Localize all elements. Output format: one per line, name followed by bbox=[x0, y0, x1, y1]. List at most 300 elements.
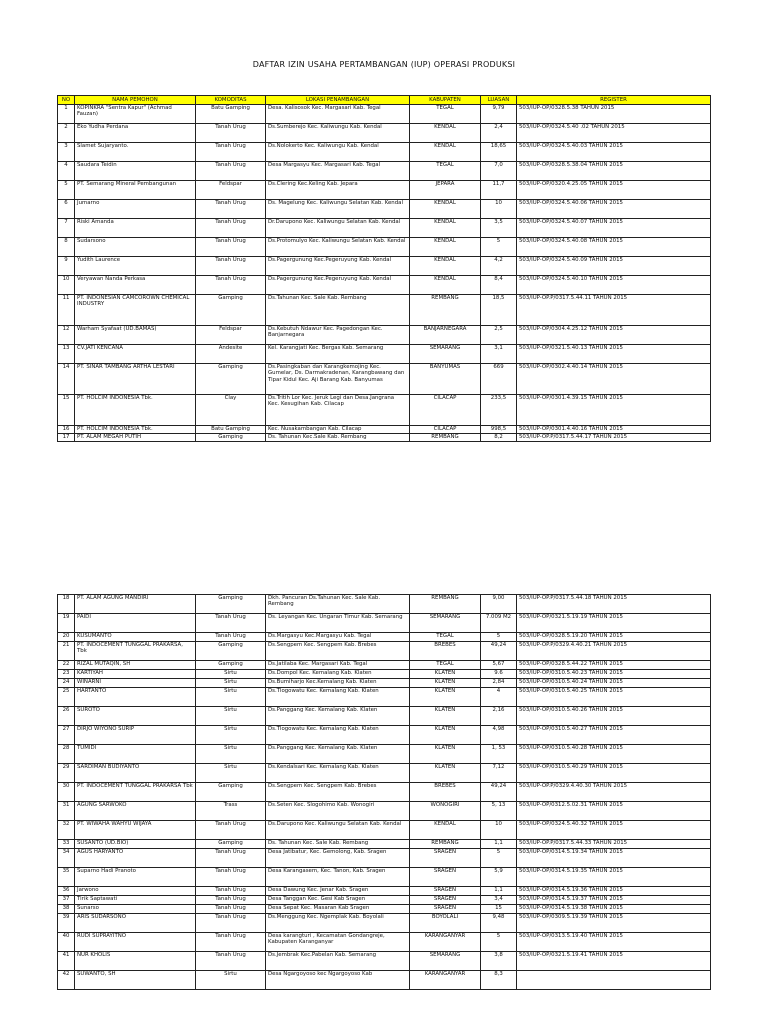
cell-nama: PT. INDOCEMENT TUNGGAL PRAKARSA Tbk bbox=[75, 783, 196, 802]
table-row bbox=[58, 783, 711, 802]
table-row bbox=[58, 276, 711, 295]
cell-komoditas: Tanah Urug bbox=[196, 276, 266, 295]
table-row bbox=[58, 661, 711, 670]
cell-komoditas: Gamping bbox=[196, 434, 266, 442]
cell-luasan: 4,2 bbox=[481, 257, 517, 276]
cell-register: 503/IUP-OP/0324.5.40.10 TAHUN 2015 bbox=[517, 276, 711, 295]
cell-lokasi: Dr.Darupono Kec. Kaliwungu Selatan Kab. Kendal bbox=[266, 219, 410, 238]
cell-lokasi: Ds. Magelung Kec. Kaliwungu Selatan Kab. Kendal bbox=[266, 200, 410, 219]
cell-register: 503/IUP-OP.P/0329.4.40.30 TAHUN 2015 bbox=[517, 783, 711, 802]
cell-komoditas: Gamping bbox=[196, 661, 266, 670]
cell-kabupaten: KENDAL bbox=[410, 238, 481, 257]
cell-kabupaten: KLATEN bbox=[410, 670, 481, 679]
cell-lokasi: Ds.Jembrak Kec.Pabelan Kab. Semarang bbox=[266, 952, 410, 971]
cell-komoditas: Tanah Urug bbox=[196, 238, 266, 257]
cell-no: 19 bbox=[58, 614, 75, 633]
cell-komoditas: Sirtu bbox=[196, 707, 266, 726]
cell-luasan: 669 bbox=[481, 364, 517, 395]
cell-luasan: 1,1 bbox=[481, 840, 517, 849]
cell-lokasi: Ds.Clering Kec.Keling Kab. Jepara bbox=[266, 181, 410, 200]
cell-no: 29 bbox=[58, 764, 75, 783]
permit-table-2 bbox=[57, 594, 711, 990]
cell-luasan: 2,5 bbox=[481, 326, 517, 345]
table-row bbox=[58, 238, 711, 257]
cell-kabupaten: KENDAL bbox=[410, 276, 481, 295]
cell-nama: Jumarno bbox=[75, 200, 196, 219]
cell-register: 503/IUP-OP/0320.4.25.05 TAHUN 2015 bbox=[517, 181, 711, 200]
column-header: REGISTER bbox=[517, 96, 711, 105]
cell-register: 503/IUP-OP/0314.5.19.37 TAHUN 2015 bbox=[517, 896, 711, 905]
cell-nama: Jarwono bbox=[75, 887, 196, 896]
cell-lokasi: Ds. Leyangan Kec. Ungaran Timur Kab. Semarang bbox=[266, 614, 410, 633]
cell-no: 12 bbox=[58, 326, 75, 345]
cell-luasan: 9.6 bbox=[481, 670, 517, 679]
cell-luasan: 9,79 bbox=[481, 105, 517, 124]
cell-register: 503/IUP-OP.P/0317.5.44.18 TAHUN 2015 bbox=[517, 595, 711, 614]
table-row bbox=[58, 887, 711, 896]
cell-no: 25 bbox=[58, 688, 75, 707]
cell-no: 20 bbox=[58, 633, 75, 642]
cell-luasan: 3,1 bbox=[481, 345, 517, 364]
cell-no: 28 bbox=[58, 745, 75, 764]
cell-nama: AGUNG SARWOKO bbox=[75, 802, 196, 821]
table-row bbox=[58, 745, 711, 764]
cell-lokasi: Desa Tanggan Kec. Gesi Kab Sragen bbox=[266, 896, 410, 905]
table-row bbox=[58, 345, 711, 364]
cell-no: 21 bbox=[58, 642, 75, 661]
cell-lokasi: Desa. Kalisosok Kec. Margasari Kab. Tegal bbox=[266, 105, 410, 124]
cell-no: 33 bbox=[58, 840, 75, 849]
cell-komoditas: Sirtu bbox=[196, 764, 266, 783]
cell-nama: Suparno Hadi Pranoto bbox=[75, 868, 196, 887]
cell-komoditas: Tanah Urug bbox=[196, 849, 266, 868]
cell-luasan: 3,4 bbox=[481, 896, 517, 905]
cell-register: 503/IUP-OP/0321.5.19.19 TAHUN 2015 bbox=[517, 614, 711, 633]
table-row bbox=[58, 295, 711, 326]
cell-lokasi: Desa Ngargoyoso kec Ngargoyoso Kab bbox=[266, 971, 410, 990]
cell-kabupaten: KENDAL bbox=[410, 143, 481, 162]
cell-register: 503/IUP-OP/0321.5.19.41 TAHUN 2015 bbox=[517, 952, 711, 971]
cell-komoditas: Tanah Urug bbox=[196, 162, 266, 181]
cell-register: 503/IUP-OP/0304.4.25.12 TAHUN 2015 bbox=[517, 326, 711, 345]
cell-kabupaten: SRAGEN bbox=[410, 887, 481, 896]
cell-luasan: 15 bbox=[481, 905, 517, 914]
cell-no: 36 bbox=[58, 887, 75, 896]
column-header: NAMA PEMOHON bbox=[75, 96, 196, 105]
cell-nama: HARTANTO bbox=[75, 688, 196, 707]
table-row bbox=[58, 364, 711, 395]
cell-lokasi: Ds.Tritih Lor Kec. Jeruk Legi dan Desa.Jangrana Kec. Kesugihan Kab. Cilacap bbox=[266, 395, 410, 426]
cell-kabupaten: SEMARANG bbox=[410, 345, 481, 364]
table-row bbox=[58, 162, 711, 181]
cell-register: 503/IUP-OP/0324.5.40.07 TAHUN 2015 bbox=[517, 219, 711, 238]
cell-kabupaten: KARANGANYAR bbox=[410, 933, 481, 952]
cell-kabupaten: REMBANG bbox=[410, 595, 481, 614]
table-row bbox=[58, 124, 711, 143]
cell-nama: SUROTO bbox=[75, 707, 196, 726]
cell-komoditas: Tanah Urug bbox=[196, 905, 266, 914]
table-row bbox=[58, 688, 711, 707]
cell-no: 34 bbox=[58, 849, 75, 868]
cell-register: 503/IUP-OP/0309.5.19.39 TAHUN 2015 bbox=[517, 914, 711, 933]
cell-register: 503/IUP-OP/0324.5.40.06 TAHUN 2015 bbox=[517, 200, 711, 219]
table-row bbox=[58, 434, 711, 442]
cell-nama: SARDIMAN BUDIYANTO bbox=[75, 764, 196, 783]
cell-luasan: 5,67 bbox=[481, 661, 517, 670]
cell-kabupaten: KENDAL bbox=[410, 200, 481, 219]
cell-nama: SUWANTO, SH bbox=[75, 971, 196, 990]
cell-kabupaten: TEGAL bbox=[410, 661, 481, 670]
cell-no: 2 bbox=[58, 124, 75, 143]
cell-komoditas: Gamping bbox=[196, 783, 266, 802]
cell-no: 18 bbox=[58, 595, 75, 614]
cell-komoditas: Andesite bbox=[196, 345, 266, 364]
cell-no: 31 bbox=[58, 802, 75, 821]
cell-register: 503/IUP-OP/0312.5.02.31 TAHUN 2015 bbox=[517, 802, 711, 821]
cell-kabupaten: TEGAL bbox=[410, 162, 481, 181]
cell-register bbox=[517, 971, 711, 990]
cell-register: 503/IUP-OP/0314.5.19.34 TAHUN 2015 bbox=[517, 849, 711, 868]
cell-kabupaten: KENDAL bbox=[410, 257, 481, 276]
cell-nama: DIRJO WIYONO SURIP bbox=[75, 726, 196, 745]
cell-lokasi: Desa Jatibatur, Kec. Gemolong, Kab. Sragen bbox=[266, 849, 410, 868]
cell-lokasi: Ds.Pagergunung Kec.Pegeruyung Kab. Kendal bbox=[266, 276, 410, 295]
cell-komoditas: Gamping bbox=[196, 295, 266, 326]
cell-register: 503/IUP-OP/0310.5.40.27 TAHUN 2015 bbox=[517, 726, 711, 745]
cell-luasan: 1,1 bbox=[481, 887, 517, 896]
table-row bbox=[58, 764, 711, 783]
cell-no: 37 bbox=[58, 896, 75, 905]
cell-komoditas: Tanah Urug bbox=[196, 952, 266, 971]
cell-nama: Saudara Teidin bbox=[75, 162, 196, 181]
table-row bbox=[58, 257, 711, 276]
cell-luasan: 11,7 bbox=[481, 181, 517, 200]
table-row bbox=[58, 219, 711, 238]
cell-nama: PAIDI bbox=[75, 614, 196, 633]
column-header: KABUPATEN bbox=[410, 96, 481, 105]
cell-lokasi: Ds.Kebutuh Ndawur Kec. Pagedongan Kec. Banjarnegara bbox=[266, 326, 410, 345]
cell-lokasi: Ds.Darupono Kec. Kaliwungu Selatan Kab. Kendal bbox=[266, 821, 410, 840]
cell-komoditas: Tanah Urug bbox=[196, 896, 266, 905]
table-row bbox=[58, 395, 711, 426]
cell-lokasi: Desa Sepat Kec. Masaran Kab Sragen bbox=[266, 905, 410, 914]
cell-no: 5 bbox=[58, 181, 75, 200]
cell-lokasi: Ds.Panggang Kec. Kemalang Kab. Klaten bbox=[266, 707, 410, 726]
cell-lokasi: Ds.Menggung Kec. Ngemplak Kab. Boyolali bbox=[266, 914, 410, 933]
cell-register: 503/IUP-OP/0314.5.19.35 TAHUN 2015 bbox=[517, 868, 711, 887]
cell-luasan: 233,5 bbox=[481, 395, 517, 426]
permit-table-1 bbox=[57, 95, 711, 442]
cell-kabupaten: KLATEN bbox=[410, 764, 481, 783]
cell-no: 26 bbox=[58, 707, 75, 726]
table-row bbox=[58, 849, 711, 868]
cell-nama: Slamet Sujaryanto. bbox=[75, 143, 196, 162]
cell-lokasi: Ds.Tahunan Kec. Sale Kab. Rembang bbox=[266, 295, 410, 326]
cell-komoditas: Gamping bbox=[196, 364, 266, 395]
cell-nama: TUMIDI bbox=[75, 745, 196, 764]
cell-no: 3 bbox=[58, 143, 75, 162]
cell-nama: Veryawan Nanda Perkasa bbox=[75, 276, 196, 295]
cell-register: 503/IUP-OP/0314.5.19.36 TAHUN 2015 bbox=[517, 887, 711, 896]
cell-nama: PT. ALAM AGUNG MANDIRI bbox=[75, 595, 196, 614]
cell-nama: Eko Yudha Perdana bbox=[75, 124, 196, 143]
cell-kabupaten: KLATEN bbox=[410, 688, 481, 707]
cell-komoditas: Tanah Urug bbox=[196, 933, 266, 952]
cell-register: 503/IUP-OP/0314.5.19.38 TAHUN 2015 bbox=[517, 905, 711, 914]
cell-no: 22 bbox=[58, 661, 75, 670]
cell-lokasi: Kel. Karangjati Kec. Bergas Kab. Semarang bbox=[266, 345, 410, 364]
table-row bbox=[58, 642, 711, 661]
column-header: KOMODITAS bbox=[196, 96, 266, 105]
cell-luasan: 2,4 bbox=[481, 124, 517, 143]
cell-luasan: 3,5 bbox=[481, 219, 517, 238]
cell-kabupaten: JEPARA bbox=[410, 181, 481, 200]
cell-no: 35 bbox=[58, 868, 75, 887]
cell-luasan: 8,4 bbox=[481, 276, 517, 295]
cell-register: 503/IUP-OP.P/0317.5.44.17 TAHUN 2015 bbox=[517, 434, 711, 442]
cell-nama: KOPINKRA "Sentra Kapur" (Achmad Fauzan) bbox=[75, 105, 196, 124]
table-row bbox=[58, 200, 711, 219]
cell-luasan: 8,2 bbox=[481, 434, 517, 442]
cell-komoditas: Tanah Urug bbox=[196, 257, 266, 276]
cell-register: 503/IUP-OP/0321.5.40.13 TAHUN 2015 bbox=[517, 345, 711, 364]
cell-luasan: 49,24 bbox=[481, 642, 517, 661]
cell-lokasi: Ds.Sengpem Kec. Sengpem Kab. Brebes bbox=[266, 783, 410, 802]
cell-komoditas: Tanah Urug bbox=[196, 914, 266, 933]
cell-no: 15 bbox=[58, 395, 75, 426]
cell-kabupaten: WONOGIRI bbox=[410, 802, 481, 821]
cell-luasan: 5 bbox=[481, 238, 517, 257]
cell-nama: Warham Syafaat (UD.BAMAS) bbox=[75, 326, 196, 345]
cell-luasan: 49,24 bbox=[481, 783, 517, 802]
cell-lokasi: Ds.Margasyu Kec.Margasyu Kab. Tegal bbox=[266, 633, 410, 642]
cell-nama: PT. ALAM MEGAH PUTIH bbox=[75, 434, 196, 442]
cell-register: 503/IUP-OP/0324.5.40.08 TAHUN 2015 bbox=[517, 238, 711, 257]
cell-nama: KARTIYAH bbox=[75, 670, 196, 679]
cell-komoditas: Gamping bbox=[196, 840, 266, 849]
cell-lokasi: Desa Dawung Kec. Jenar Kab. Sragen bbox=[266, 887, 410, 896]
cell-lokasi: Ds.Kendalsari Kec. Kemalang Kab. Klaten bbox=[266, 764, 410, 783]
cell-luasan: 9,48 bbox=[481, 914, 517, 933]
cell-kabupaten: BANYUMAS bbox=[410, 364, 481, 395]
cell-komoditas: Tanah Urug bbox=[196, 219, 266, 238]
cell-no: 27 bbox=[58, 726, 75, 745]
cell-luasan: 18,65 bbox=[481, 143, 517, 162]
cell-komoditas: Tanah Urug bbox=[196, 614, 266, 633]
table-row bbox=[58, 971, 711, 990]
cell-no: 38 bbox=[58, 905, 75, 914]
cell-no: 14 bbox=[58, 364, 75, 395]
cell-komoditas: Tanah Urug bbox=[196, 124, 266, 143]
table-row bbox=[58, 595, 711, 614]
cell-komoditas: Sirtu bbox=[196, 670, 266, 679]
cell-lokasi: Ds.Nolokerto Kec. Kaliwungu Kab. Kendal bbox=[266, 143, 410, 162]
cell-register: 503/IUP-OP/0302.4.40.14 TAHUN 2015 bbox=[517, 364, 711, 395]
cell-nama: PT. HOLCIM INDONESIA Tbk. bbox=[75, 395, 196, 426]
cell-nama: WINARNI bbox=[75, 679, 196, 688]
cell-lokasi: Ds.Bumiharjo Kec.Kemalang Kab. Klaten bbox=[266, 679, 410, 688]
cell-no: 9 bbox=[58, 257, 75, 276]
cell-register: 503/IUP-OP.P/0317.5.44.33 TAHUN 2015 bbox=[517, 840, 711, 849]
cell-no: 42 bbox=[58, 971, 75, 990]
cell-kabupaten: BREBES bbox=[410, 783, 481, 802]
cell-lokasi: Ds. Tahunan Kec.Sale Kab. Rembang bbox=[266, 434, 410, 442]
cell-komoditas: Sirtu bbox=[196, 971, 266, 990]
cell-kabupaten: KENDAL bbox=[410, 821, 481, 840]
cell-luasan: 4 bbox=[481, 688, 517, 707]
table-row bbox=[58, 670, 711, 679]
table-row bbox=[58, 952, 711, 971]
cell-nama: Riski Amanda bbox=[75, 219, 196, 238]
cell-nama: ARIS SUDARSONO bbox=[75, 914, 196, 933]
table-row bbox=[58, 868, 711, 887]
document-title: DAFTAR IZIN USAHA PERTAMBANGAN (IUP) OPERASI PRODUKSI bbox=[252, 60, 516, 69]
cell-lokasi: Ds.Seten Kec. Slogohimo Kab. Wonogiri bbox=[266, 802, 410, 821]
cell-luasan: 9,00 bbox=[481, 595, 517, 614]
cell-no: 17 bbox=[58, 434, 75, 442]
cell-komoditas: Tanah Urug bbox=[196, 633, 266, 642]
cell-no: 39 bbox=[58, 914, 75, 933]
table-row bbox=[58, 614, 711, 633]
table-row bbox=[58, 933, 711, 952]
cell-lokasi: Ds.Pagergunung Kec.Pegeruyung Kab. Kendal bbox=[266, 257, 410, 276]
cell-lokasi: Desa karangturi , Kecamatan Gondangreje, Kabupaten Karanganyar bbox=[266, 933, 410, 952]
cell-luasan: 5 bbox=[481, 633, 517, 642]
cell-kabupaten: SRAGEN bbox=[410, 905, 481, 914]
cell-nama: CV.JATI KENCANA bbox=[75, 345, 196, 364]
cell-luasan: 5, 13 bbox=[481, 802, 517, 821]
cell-lokasi: Ds.Dompol Kec. Kemalang Kab. Klaten bbox=[266, 670, 410, 679]
cell-komoditas: Trass bbox=[196, 802, 266, 821]
cell-no: 10 bbox=[58, 276, 75, 295]
cell-komoditas: Sirtu bbox=[196, 688, 266, 707]
cell-luasan: 7,12 bbox=[481, 764, 517, 783]
cell-nama: Yudith Laurence bbox=[75, 257, 196, 276]
cell-nama: Tirik Saptawati bbox=[75, 896, 196, 905]
cell-no: 6 bbox=[58, 200, 75, 219]
cell-no: 32 bbox=[58, 821, 75, 840]
cell-komoditas: Feldspar bbox=[196, 326, 266, 345]
cell-nama: PT. SINAR TAMBANG ARTHA LESTARI bbox=[75, 364, 196, 395]
cell-luasan: 2,84 bbox=[481, 679, 517, 688]
cell-luasan: 10 bbox=[481, 821, 517, 840]
cell-no: 8 bbox=[58, 238, 75, 257]
cell-nama: PT. Semarang Mineral Pembangunan bbox=[75, 181, 196, 200]
cell-register: 503/IUP-OP/0324.5.40 .02 TAHUN 2015 bbox=[517, 124, 711, 143]
cell-no: 16 bbox=[58, 426, 75, 434]
cell-nama: Sunarso bbox=[75, 905, 196, 914]
cell-register: 503/IUP-OP/0310.5.40.25 TAHUN 2015 bbox=[517, 688, 711, 707]
cell-komoditas: Tanah Urug bbox=[196, 143, 266, 162]
cell-komoditas: Sirtu bbox=[196, 679, 266, 688]
column-header: NO bbox=[58, 96, 75, 105]
cell-kabupaten: TEGAL bbox=[410, 633, 481, 642]
cell-komoditas: Gamping bbox=[196, 595, 266, 614]
cell-komoditas: Sirtu bbox=[196, 745, 266, 764]
cell-komoditas: Clay bbox=[196, 395, 266, 426]
cell-kabupaten: KLATEN bbox=[410, 679, 481, 688]
cell-luasan: 5 bbox=[481, 933, 517, 952]
table-row bbox=[58, 426, 711, 434]
cell-no: 4 bbox=[58, 162, 75, 181]
cell-no: 11 bbox=[58, 295, 75, 326]
cell-register: 503/IUP-OP/0313.5.19.40 TAHUN 2015 bbox=[517, 933, 711, 952]
cell-register: 503/IUP-OP/0310.5.40.28 TAHUN 2015 bbox=[517, 745, 711, 764]
cell-komoditas: Feldspar bbox=[196, 181, 266, 200]
cell-nama: NUR KHOLIS bbox=[75, 952, 196, 971]
cell-nama: KUSUMANTO bbox=[75, 633, 196, 642]
cell-register: 503/IUP-OP/0301.4.39.15 TAHUN 2015 bbox=[517, 395, 711, 426]
cell-lokasi: Desa Karangasem, Kec. Tanon, Kab. Sragen bbox=[266, 868, 410, 887]
cell-no: 23 bbox=[58, 670, 75, 679]
cell-kabupaten: TEGAL bbox=[410, 105, 481, 124]
cell-register: 503/IUP-OP.P/0329.4.40.21 TAHUN 2015 bbox=[517, 642, 711, 661]
cell-luasan: 1, 53 bbox=[481, 745, 517, 764]
cell-lokasi: Ds.Panggang Kec. Kemalang Kab. Klaten bbox=[266, 745, 410, 764]
cell-kabupaten: BREBES bbox=[410, 642, 481, 661]
table-row bbox=[58, 821, 711, 840]
table-row bbox=[58, 679, 711, 688]
cell-luasan: 7.009 M2 bbox=[481, 614, 517, 633]
table-row bbox=[58, 896, 711, 905]
cell-register: 503/IUP-OP/0328.5.19.20 TAHUN 2015 bbox=[517, 633, 711, 642]
cell-nama: PT. INDOCEMENT TUNGGAL PRAKARSA, Tbk bbox=[75, 642, 196, 661]
cell-register: 503/IUP-OP/0310.5.40.29 TAHUN 2015 bbox=[517, 764, 711, 783]
cell-no: 1 bbox=[58, 105, 75, 124]
table-row bbox=[58, 905, 711, 914]
cell-nama: PT. WIWAHA WAHYU WIJAYA bbox=[75, 821, 196, 840]
cell-kabupaten: KLATEN bbox=[410, 745, 481, 764]
cell-luasan: 5,9 bbox=[481, 868, 517, 887]
cell-register: 503/IUP-OP/0328.5.38 TAHUN 2015 bbox=[517, 105, 711, 124]
cell-komoditas: Tanah Urug bbox=[196, 821, 266, 840]
cell-lokasi: Ds.Jatilaba Kec. Margasari Kab. Tegal bbox=[266, 661, 410, 670]
cell-komoditas: Tanah Urug bbox=[196, 868, 266, 887]
cell-register: 503/IUP-OP/0328.5.38.04 TAHUN 2015 bbox=[517, 162, 711, 181]
cell-lokasi: Ds.Tlogowatu Kec. Kemalang Kab. Klaten bbox=[266, 726, 410, 745]
table-row bbox=[58, 840, 711, 849]
cell-register: 503/IUP-OP/0324.5.40.03 TAHUN 2015 bbox=[517, 143, 711, 162]
cell-luasan: 7,0 bbox=[481, 162, 517, 181]
table-row bbox=[58, 633, 711, 642]
cell-kabupaten: REMBANG bbox=[410, 840, 481, 849]
cell-kabupaten: SRAGEN bbox=[410, 849, 481, 868]
cell-kabupaten: KENDAL bbox=[410, 124, 481, 143]
cell-register: 503/IUP-OP/0310.5.40.23 TAHUN 2015 bbox=[517, 670, 711, 679]
table-row bbox=[58, 914, 711, 933]
table-row bbox=[58, 181, 711, 200]
cell-register: 503/IUP-OP/0310.5.40.24 TAHUN 2015 bbox=[517, 679, 711, 688]
cell-luasan: 998,5 bbox=[481, 426, 517, 434]
cell-lokasi: Desa Margasyu Kec. Margasari Kab. Tegal bbox=[266, 162, 410, 181]
cell-lokasi: Ds.Sumberejo Kec. Kaliwungu Kab. Kendal bbox=[266, 124, 410, 143]
cell-kabupaten: CILACAP bbox=[410, 426, 481, 434]
table-row bbox=[58, 726, 711, 745]
cell-kabupaten: KENDAL bbox=[410, 219, 481, 238]
table-row bbox=[58, 707, 711, 726]
cell-register: 503/IUP-OP/0328.5.44.22 TAHUN 2015 bbox=[517, 661, 711, 670]
cell-no: 41 bbox=[58, 952, 75, 971]
cell-luasan: 4,98 bbox=[481, 726, 517, 745]
cell-kabupaten: SEMARANG bbox=[410, 952, 481, 971]
table-row bbox=[58, 105, 711, 124]
cell-komoditas: Gamping bbox=[196, 642, 266, 661]
cell-register: 503/IUP-OP/0324.5.40.09 TAHUN 2015 bbox=[517, 257, 711, 276]
cell-lokasi: Ds. Tahunan Kec. Sale Kab. Rembang bbox=[266, 840, 410, 849]
cell-register: 503/IUP-OP/0324.5.40.32 TAHUN 2015 bbox=[517, 821, 711, 840]
cell-kabupaten: KARANGANYAR bbox=[410, 971, 481, 990]
cell-kabupaten: SEMARANG bbox=[410, 614, 481, 633]
